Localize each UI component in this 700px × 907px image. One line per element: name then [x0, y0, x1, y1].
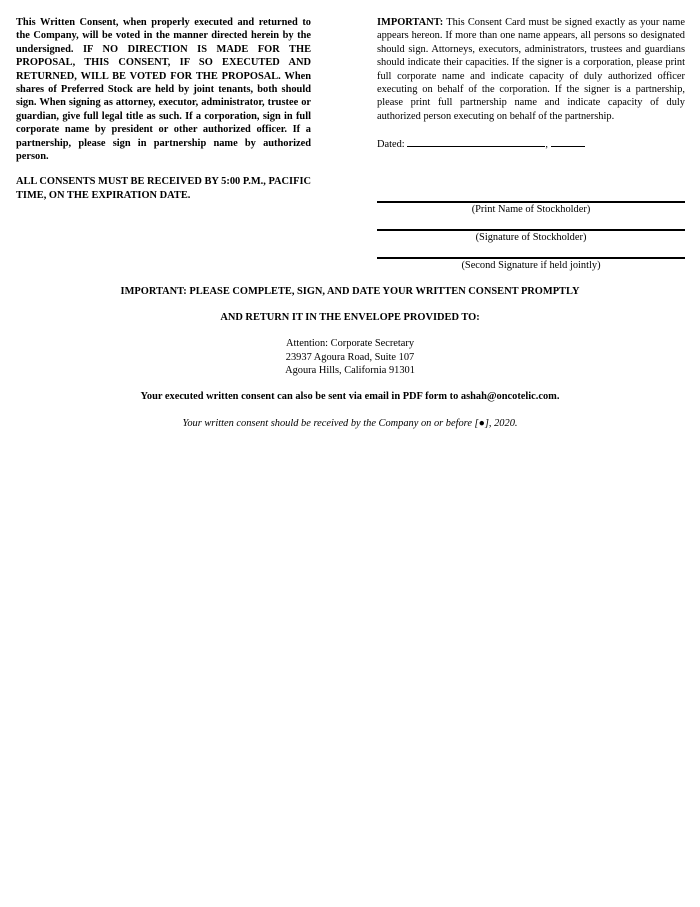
print-name-line[interactable]	[377, 201, 685, 215]
consent-deadline-notice: ALL CONSENTS MUST BE RECEIVED BY 5:00 P.M., PACIFIC TIME, ON THE EXPIRATION DATE.	[16, 176, 311, 201]
consent-instructions: This Written Consent, when properly executed and returned to the Company, will be voted in the manner directed herein by the undersigned. IF NO DIRECTION IS MADE FOR THE PROPOSAL, THIS CONSENT, IF SO EXECUTED AND RETURNED, WILL BE VOTED FOR THE PROPOSAL. When shares of Preferred Stock are held by joint tenants, both should sign. When signing as attorney, executor, administrator, trustee or guardian, give full legal title as such. If a corporation, sign in full corporate name by president or other authorized officer. If a partnership, please sign in partnership name by authorized person.	[16, 17, 311, 163]
email-note: Your executed written consent can also be sent via email in PDF form to ashah@oncotelic.com.	[140, 391, 560, 402]
footer-important-line: IMPORTANT: PLEASE COMPLETE, SIGN, AND DATE YOUR WRITTEN CONSENT PROMPTLY	[120, 286, 580, 297]
important-label: IMPORTANT:	[377, 17, 444, 28]
dated-row	[377, 137, 685, 151]
second-signature-line[interactable]	[377, 257, 685, 271]
important-text: This Consent Card must be signed exactly as your name appears hereon. If more than one name appears, all persons so designated should sign. Attorneys, executors, administrators, trustees and guardians should indicate their capacities. If the signer is a corporation, please print full corporate name and indicate capacity of duly authorized officer executing on behalf of the corporation. If the signer is a partnership, please print full partnership name and indicate capacity of duly authorized person executing on behalf of the partnership.	[377, 17, 685, 122]
dated-blank[interactable]	[407, 137, 545, 147]
attention-line: Attention: Corporate Secretary	[285, 338, 415, 349]
consent-instructions-column	[16, 16, 311, 202]
signing-instructions-column	[377, 16, 685, 152]
address-line-1: 23937 Agoura Road, Suite 107	[285, 352, 415, 363]
address-line-2: Agoura Hills, California 91301	[285, 365, 415, 376]
dated-year-blank[interactable]	[551, 137, 585, 147]
second-signature-label: (Second Signature if held jointly)	[461, 260, 601, 271]
dated-label: Dated:	[377, 139, 405, 151]
signature-line[interactable]	[377, 229, 685, 243]
dated-separator: ,	[545, 139, 548, 151]
signing-instructions	[377, 16, 685, 123]
deadline-note: Your written consent should be received by the Company on or before [●], 2020.	[182, 418, 518, 429]
signature-label: (Signature of Stockholder)	[475, 232, 587, 243]
print-name-label: (Print Name of Stockholder)	[471, 204, 591, 215]
footer-return-line: AND RETURN IT IN THE ENVELOPE PROVIDED TO:	[220, 312, 480, 323]
